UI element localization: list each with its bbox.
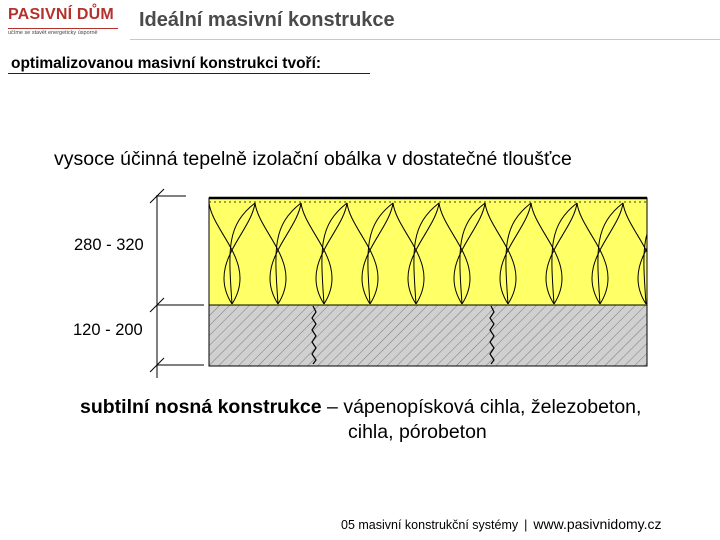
structure-caption: [80, 395, 680, 445]
slide-title: Ideální masivní konstrukce: [139, 9, 395, 31]
footer-separator: |: [524, 518, 528, 532]
insulation-loop: [644, 203, 669, 304]
footer-section: 05 masivní konstrukční systémy: [341, 518, 519, 532]
structure-caption-rest: – vápenopísková cihla, železobeton,: [321, 396, 642, 418]
insulation-caption: vysoce účinná tepelně izolační obálka v dostatečné tloušťce: [54, 148, 572, 170]
masonry-layer: [209, 305, 647, 366]
slide-subtitle: optimalizovanou masivní konstrukci tvoří:: [11, 55, 322, 72]
footer-url: www.pasivnidomy.cz: [533, 516, 662, 532]
structure-caption-bold: subtilní nosná konstrukce: [80, 396, 322, 418]
logo-title: PASIVNÍ DŮM: [8, 6, 114, 23]
dimension-label-insulation: 280 - 320: [74, 236, 144, 254]
dimension-label-structure: 120 - 200: [73, 321, 143, 339]
dimension-line: [150, 189, 204, 378]
insulation-loop: [184, 203, 209, 304]
logo-tagline: učíme se stavět energeticky úsporně: [8, 30, 98, 36]
insulation-layer: [178, 198, 700, 305]
structure-caption-line2: cihla, pórobeton: [348, 421, 487, 443]
footer: [341, 516, 662, 532]
